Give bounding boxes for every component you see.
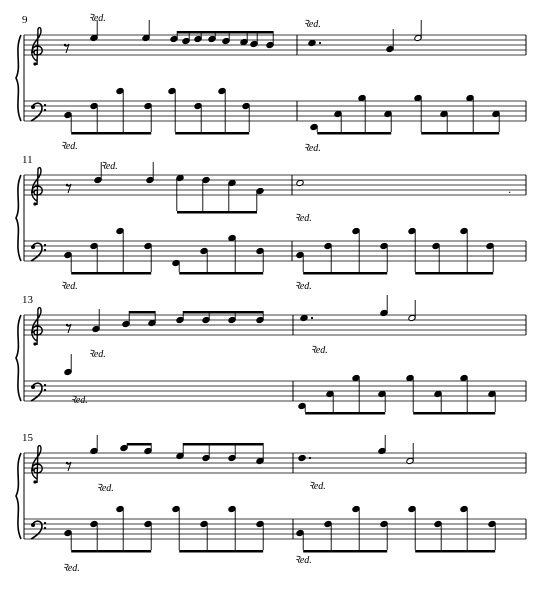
treble-clef-icon — [32, 308, 43, 345]
beam — [129, 311, 155, 314]
eighth-rest-icon — [66, 184, 68, 186]
beam — [303, 272, 387, 275]
treble-clef-icon — [33, 480, 36, 483]
bass-clef-icon — [44, 384, 46, 386]
beam — [127, 443, 151, 446]
beam — [177, 211, 257, 214]
notehead — [296, 179, 304, 186]
treble-clef-icon — [33, 202, 36, 205]
measure-number-9: 9 — [22, 14, 28, 26]
brace — [16, 35, 21, 121]
beam — [303, 550, 387, 553]
beam — [71, 132, 151, 135]
beam — [421, 132, 499, 135]
bass-clef-icon — [44, 389, 46, 391]
beam — [177, 31, 273, 34]
treble-clef-icon — [32, 28, 43, 65]
beam — [175, 132, 249, 135]
beam — [415, 272, 493, 275]
beam — [415, 550, 495, 553]
pedal-mark: Ꝛed. — [310, 345, 328, 356]
pedal-mark: Ꝛed. — [294, 555, 312, 566]
brace — [16, 175, 21, 261]
pedal-mark: Ꝛed. — [303, 19, 321, 30]
pedal-mark: Ꝛed. — [100, 161, 118, 172]
pedal-mark: Ꝛed. — [70, 395, 88, 406]
beam — [179, 272, 263, 275]
bass-clef-icon — [31, 245, 35, 249]
pedal-mark: Ꝛed. — [62, 563, 80, 574]
pedal-mark: Ꝛed. — [303, 143, 321, 154]
dot — [311, 317, 313, 319]
beam — [413, 412, 495, 415]
bass-clef-icon — [31, 385, 35, 389]
treble-clef-icon — [32, 446, 43, 483]
beam — [183, 443, 263, 446]
beam — [183, 311, 263, 314]
pedal-mark: Ꝛed. — [88, 349, 106, 360]
notehead — [308, 39, 316, 46]
measure-number-13: 13 — [22, 294, 33, 306]
notehead — [298, 454, 306, 461]
pedal-mark: Ꝛed. — [88, 13, 106, 24]
pedal-mark: Ꝛed. — [294, 213, 312, 224]
measure-number-15: 15 — [22, 432, 33, 444]
measure-number-11: 11 — [22, 154, 33, 166]
eighth-rest-icon — [66, 462, 68, 464]
dot — [309, 457, 311, 459]
pedal-mark: Ꝛed. — [294, 281, 312, 292]
eighth-rest-icon — [64, 44, 66, 46]
treble-clef-icon — [33, 62, 36, 65]
bass-clef-icon — [31, 105, 35, 109]
pedal-mark: Ꝛed. — [96, 483, 114, 494]
beam — [71, 550, 151, 553]
dot — [319, 42, 321, 44]
treble-clef-icon — [33, 342, 36, 345]
fermata-dot: . — [508, 185, 512, 196]
bass-clef-icon — [44, 527, 46, 529]
notehead — [300, 314, 308, 321]
pedal-mark: Ꝛed. — [60, 141, 78, 152]
bass-clef-icon — [44, 522, 46, 524]
beam — [179, 550, 263, 553]
eighth-rest-icon — [66, 324, 68, 326]
bass-clef-icon — [44, 109, 46, 111]
brace — [16, 315, 21, 401]
beam — [317, 132, 391, 135]
bass-clef-icon — [31, 523, 35, 527]
pedal-mark: Ꝛed. — [308, 481, 326, 492]
beam — [305, 412, 385, 415]
beam — [71, 272, 151, 275]
treble-clef-icon — [32, 168, 43, 205]
bass-clef-icon — [44, 244, 46, 246]
pedal-mark: Ꝛed. — [60, 281, 78, 292]
bass-clef-icon — [44, 249, 46, 251]
brace — [16, 453, 21, 539]
bass-clef-icon — [44, 104, 46, 106]
